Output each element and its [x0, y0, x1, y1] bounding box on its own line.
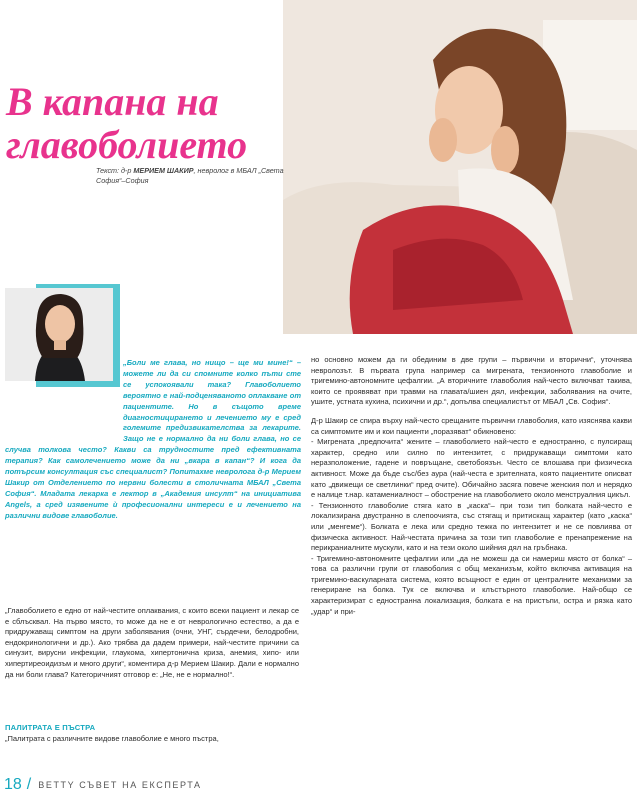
body-right-p4: - Тензионното главоболие стяга като в „каска“– при този тип болката най-често е локализирана двустранно в слепоочията, със стягащ и притискащ характер (като „каска“ или „менгеме“). Болката е лека или средно тежка по интензитет и не се повлиява от физическа активност. Най-честата причина за този тип главоболие е пренапрежение на перикраниалните мускули, като и на тези около шийния дял на гръбнака.: [311, 500, 632, 553]
hero-photo: [283, 0, 637, 334]
byline-suffix: , невролог в МБАЛ „Света София“–София: [96, 166, 284, 185]
footer-divider: /: [26, 776, 32, 793]
body-left-paragraph: „Главоболието е едно от най-честите оплаквания, с които всеки пациент и лекар се е сблъсквал. На първо място, то може да не е от неврологично естество, а да е придружаващ симптом на други заболявания (очни, УНГ, сърдечни, белодробни, ендокринологични и др.). Ако трябва да дадем примери, най-честите причини са синузит, вирусни инфекции, глаукома, хипертонична криза, анемия, хипо- или хипертиреоидизъм и много други“, коментира д-р Мерием Шакир. Дали е нормално да ни боли глава? Категоричният отговор е: „Не, не е нормално!“.: [5, 606, 299, 679]
byline-prefix: Текст: д-р: [96, 166, 134, 175]
hero-illustration: [283, 0, 637, 334]
lead-text: „Боли ме глава, но нищо – ще ми мине!“ – можете ли да си спомните колко пъти сте се успокоявали така? Главоболието вероятно е най-подценяваното оплакване от пациентите. Но в същото време диагностицирането и лечението му е сред големите предизвикателства за лекарите. Защо не е нормално да ни боли глава, но се случва толкова често? Какви са трудностите пред ефективната терапия? Как самолечението може да ни „вкара в капан“? И кога да потърсим консултация със специалист? Попитахме невролога д-р Мерием Шакир от Отделението по нервни болести в столичната МБАЛ „Света София“. Младата лекарка е лектор в „Академия инсулт“ на инициатива Angels, а сред изявените ѝ професионални интереси е и лечението на различни видове главоболие.: [5, 358, 301, 520]
page-number: 18: [4, 776, 22, 793]
body-right-column: [311, 355, 632, 617]
byline: [96, 166, 296, 185]
body-right-p5: - Тригемино-автономните цефалгии или „да не можеш да си намериш място от болка“ – това са различни групи от главоболия с общ механизъм, който включва активация на тригемино-васкуларната система, която всъщност е един от централните механизми за генериране на болка. Тук се включва и клъстърното главоболие. Най-общо се характеризират с едностранна локализация, болката е на пристъпи, остра и рязка като „удар“ и при-: [311, 553, 632, 616]
lead-float-spacer: [5, 358, 123, 440]
section-subhead: ПАЛИТРАТА Е ПЪСТРА: [5, 723, 96, 732]
byline-author: МЕРИЕМ ШАКИР: [133, 166, 194, 175]
body-right-p2: Д-р Шакир се спира върху най-често срещаните първични главоболия, като изяснява какви са симптомите им и кои пациенти „поразяват“ обикновено:: [311, 415, 632, 436]
magazine-name: BETTY СЪВЕТ НА ЕКСПЕРТА: [38, 780, 202, 790]
body-right-p3: - Мигрената „предпочита“ жените – главоболието най-често е едностранно, с пулсиращ характер, средно или силно по интензитет, с придружаващи симптоми като неразположение, гадене и повръщане, светобоязън. Често се влошава при физическа активност. Може да бъде със/без аура (най-честа е зрителната, която пациентите описват като „движещи се светлинки“ пред очите). Обичайно засяга повече женския пол и нерядко е налице т.нар. катамениалност – обострение на главоболието около менструалния цикъл.: [311, 437, 632, 500]
page-footer: [4, 774, 202, 796]
body-left-continuation: „Палитрата с различните видове главоболие е много пъстра,: [5, 734, 219, 743]
body-right-p1: но основно можем да ги обединим в две групи – първични и вторични“, уточнява невролозът. В първата група например са мигрената, тензионното главоболие и тригемино-автономните цефалгии. „А вторичните главоболия най-често включват такива, които се проявяват при травми на главата/шиен дял, инфекции, заболявания на очите, ушите, устната кухина, психични и др.“, допълва специалистът от МБАЛ „Св. София“.: [311, 355, 632, 407]
lead-paragraph: [5, 358, 301, 522]
page-title: В капана на главоболието: [6, 79, 248, 167]
